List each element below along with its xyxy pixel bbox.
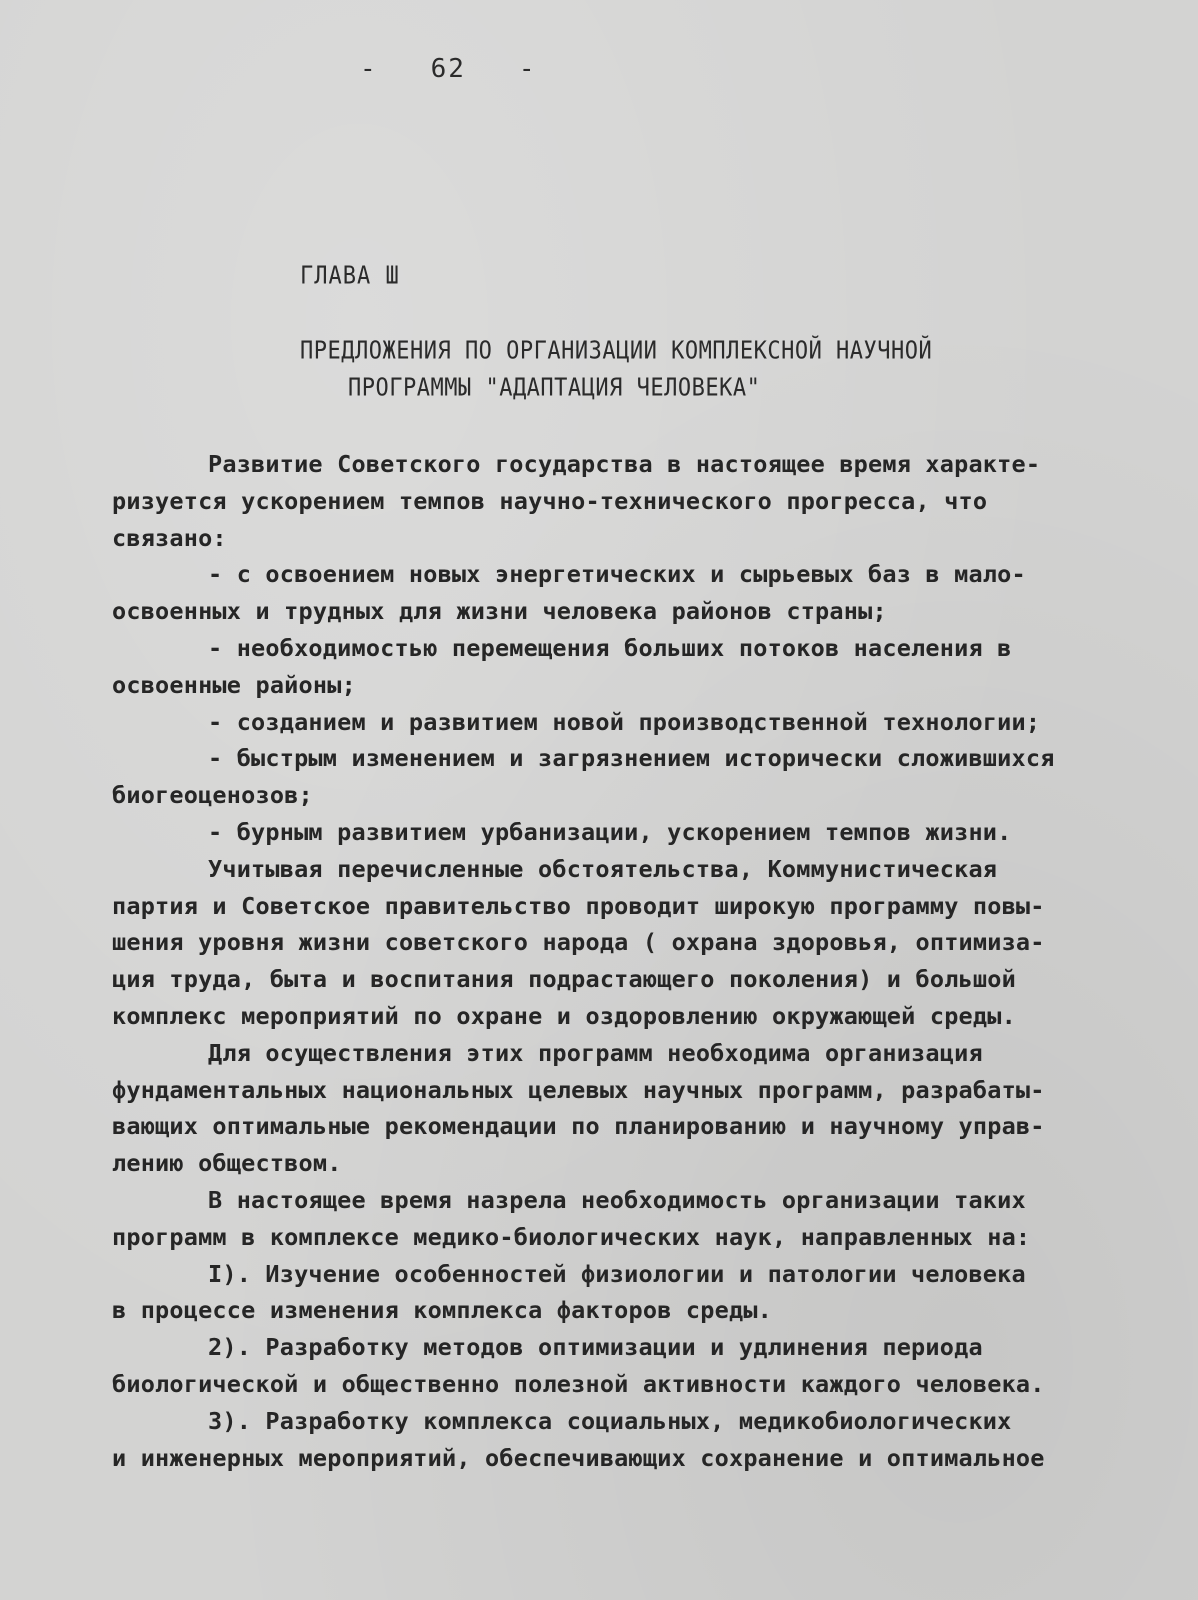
text-line: биологической и общественно полезной активности каждого человека.	[112, 1369, 1045, 1398]
text-line: биогеоценозов;	[112, 781, 313, 810]
text-line: - необходимостью перемещения больших потоков населения в	[208, 633, 1012, 662]
text-line: ция труда, быта и воспитания подрастающего поколения) и большой	[112, 965, 1016, 994]
text-line: - бурным развитием урбанизации, ускорением темпов жизни.	[208, 817, 1012, 846]
text-line: и инженерных мероприятий, обеспечивающих сохранение и оптимальное	[112, 1443, 1045, 1472]
text-line: - быстрым изменением и загрязнением исторически сложившихся	[208, 744, 1055, 773]
text-line: Развитие Советского государства в настоящее время характе-	[208, 450, 1041, 478]
text-line: связано:	[112, 523, 227, 552]
chapter-title-line-1: ПРЕДЛОЖЕНИЯ ПО ОРГАНИЗАЦИИ КОМПЛЕКСНОЙ НАУЧНОЙ	[300, 337, 933, 365]
text-line: освоенных и трудных для жизни человека районов страны;	[112, 597, 887, 626]
text-line: партия и Советское правительство проводит широкую программу повы-	[112, 891, 1045, 920]
text-line: в процессе изменения комплекса факторов среды.	[112, 1296, 773, 1325]
page-number: - 62 -	[360, 54, 537, 84]
text-line: I). Изучение особенностей физиологии и патологии человека	[208, 1259, 1026, 1288]
text-line: - с освоением новых энергетических и сырьевых баз в мало-	[208, 560, 1026, 589]
text-line: 3). Разработку комплекса социальных, медикобиологических	[208, 1406, 1012, 1435]
text-line: программ в комплексе медико-биологических наук, направленных на:	[112, 1222, 1031, 1251]
chapter-label: ГЛАВА Ш	[300, 262, 400, 290]
text-line: шения уровня жизни советского народа ( охрана здоровья, оптимиза-	[112, 928, 1045, 957]
text-line: ризуется ускорением темпов научно-технического прогресса, что	[112, 486, 988, 515]
text-line: вающих оптимальные рекомендации по планированию и научному управ-	[112, 1112, 1045, 1141]
text-line: 2). Разработку методов оптимизации и удлинения периода	[208, 1333, 983, 1362]
text-line: комплекс мероприятий по охране и оздоровлению окружающей среды.	[112, 1001, 1016, 1030]
text-line: фундаментальных национальных целевых научных программ, разрабаты-	[112, 1075, 1045, 1104]
chapter-title-line-2: ПРОГРАММЫ "АДАПТАЦИЯ ЧЕЛОВЕКА"	[348, 374, 761, 402]
text-line: В настоящее время назрела необходимость организации таких	[208, 1185, 1026, 1214]
text-line: Учитывая перечисленные обстоятельства, Коммунистическая	[208, 854, 998, 883]
text-line: - созданием и развитием новой производственной технологии;	[208, 707, 1041, 736]
body-text	[112, 446, 1102, 1476]
text-line: освоенные районы;	[112, 670, 356, 699]
text-line: лению обществом.	[112, 1149, 342, 1178]
text-line: Для осуществления этих программ необходима организация	[208, 1038, 983, 1067]
